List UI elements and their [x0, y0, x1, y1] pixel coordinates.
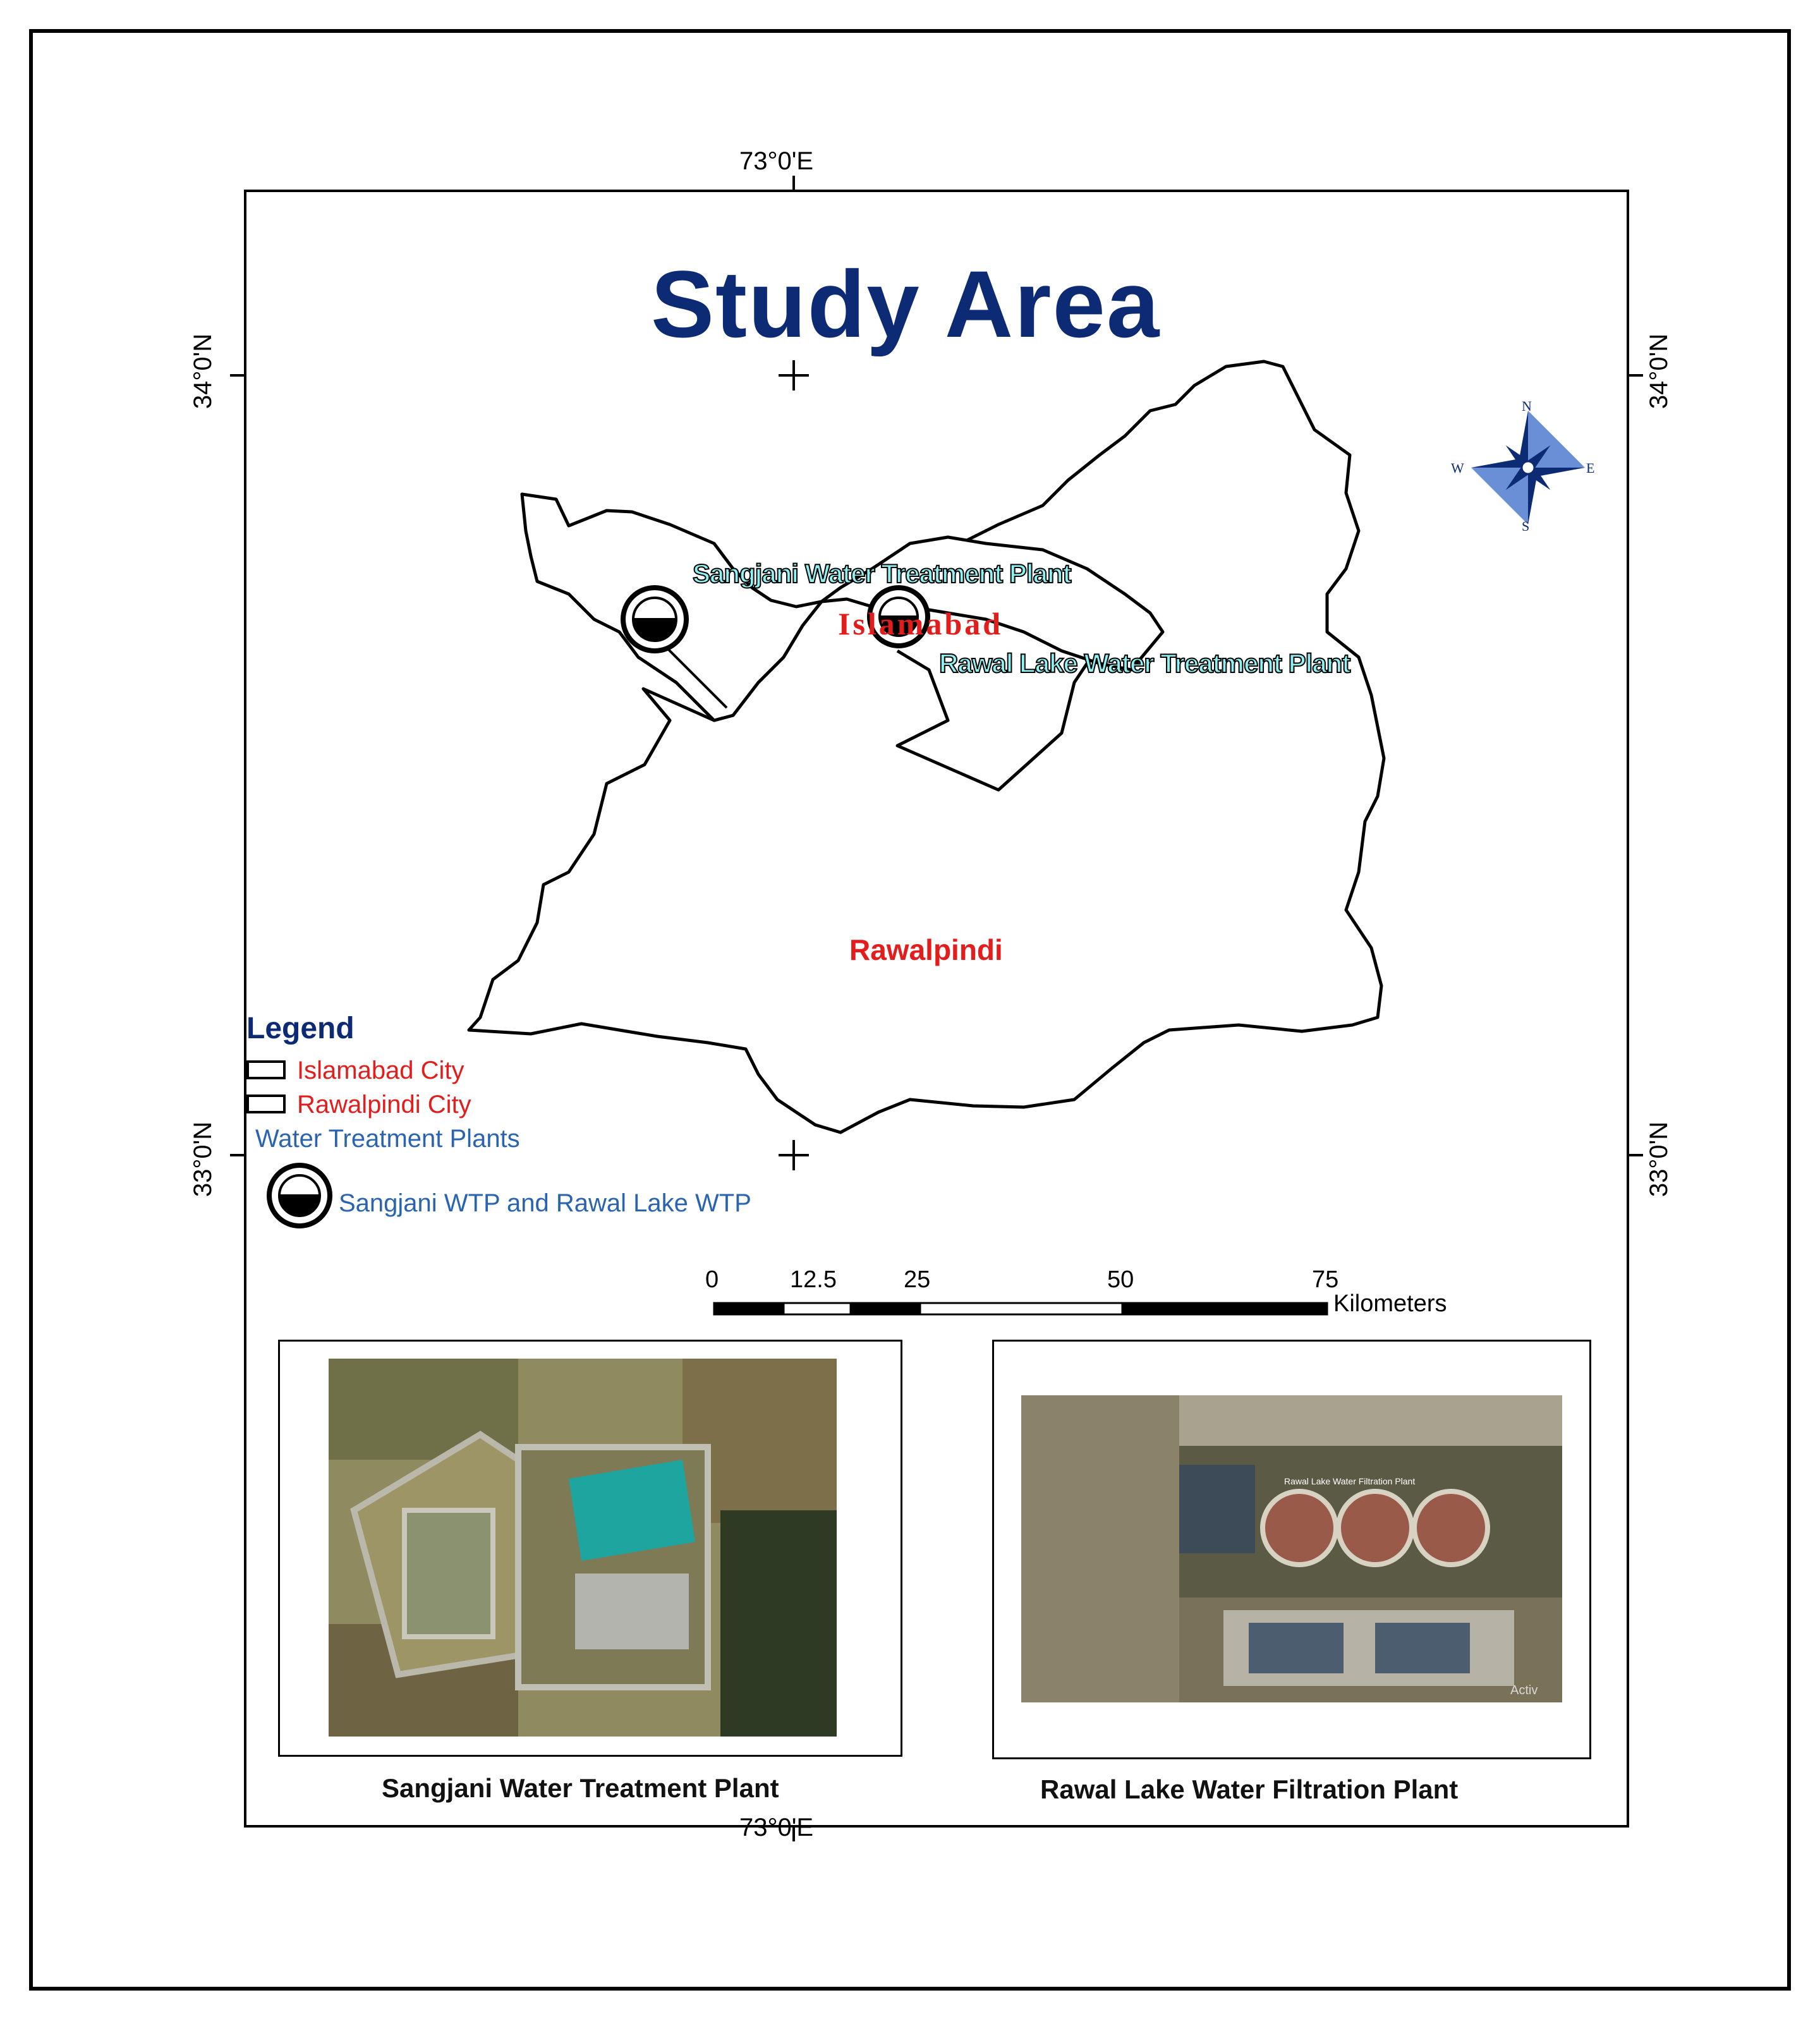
map-title: Study Area — [651, 251, 1161, 357]
scale-tick-0: 0 — [705, 1266, 719, 1293]
right-lower-latitude-label: 33°0'N — [1645, 1121, 1673, 1197]
rawalpindi-label: Rawalpindi — [849, 933, 1003, 966]
legend-islamabad-swatch — [246, 1060, 286, 1079]
rawal-inset-caption: Rawal Lake Water Filtration Plant — [1040, 1774, 1459, 1804]
top-longitude-label: 73°0'E — [739, 147, 814, 175]
scale-tick-25: 25 — [904, 1266, 931, 1293]
scale-tick-50: 50 — [1107, 1266, 1134, 1293]
legend-title: Legend — [246, 1012, 355, 1045]
north-arrow-n: N — [1522, 398, 1532, 414]
north-arrow — [1471, 411, 1585, 524]
legend-wtp-heading: Water Treatment Plants — [255, 1125, 520, 1153]
legend-wtp-icon — [269, 1165, 330, 1226]
rawal-wtp-label: Rawal Lake Water Treatment Plant — [939, 648, 1350, 678]
scale-unit: Kilometers — [1333, 1290, 1447, 1317]
north-arrow-s: S — [1522, 518, 1530, 534]
left-lower-latitude-label: 33°0'N — [189, 1121, 217, 1197]
bottom-longitude-label: 73°0'E — [739, 1814, 814, 1841]
legend-rawalpindi-label: Rawalpindi City — [297, 1091, 471, 1119]
scale-tick-75: 75 — [1312, 1266, 1339, 1293]
sangjani-inset-caption: Sangjani Water Treatment Plant — [382, 1773, 779, 1803]
legend-islamabad-label: Islamabad City — [297, 1057, 464, 1084]
right-upper-latitude-label: 34°0'N — [1645, 333, 1673, 409]
rawal-watermark: Activ — [1510, 1683, 1538, 1697]
rawal-satellite-photo — [1021, 1395, 1562, 1702]
sangjani-wtp-label: Sangjani Water Treatment Plant — [693, 559, 1071, 588]
left-upper-latitude-label: 34°0'N — [189, 333, 217, 409]
islamabad-label: Islamabad — [838, 606, 1004, 641]
sangjani-satellite-photo — [329, 1359, 837, 1737]
rawal-map-pin-label: Rawal Lake Water Filtration Plant — [1284, 1476, 1416, 1486]
legend-wtp-item: Sangjani WTP and Rawal Lake WTP — [339, 1189, 751, 1217]
scale-bar — [714, 1303, 1327, 1314]
legend-rawalpindi-swatch — [246, 1094, 286, 1113]
sangjani-wtp-icon — [623, 588, 686, 651]
north-arrow-w: W — [1451, 460, 1464, 476]
north-arrow-e: E — [1586, 460, 1595, 476]
scale-tick-12-5: 12.5 — [790, 1266, 837, 1293]
rawalpindi-boundary — [469, 361, 1384, 1132]
